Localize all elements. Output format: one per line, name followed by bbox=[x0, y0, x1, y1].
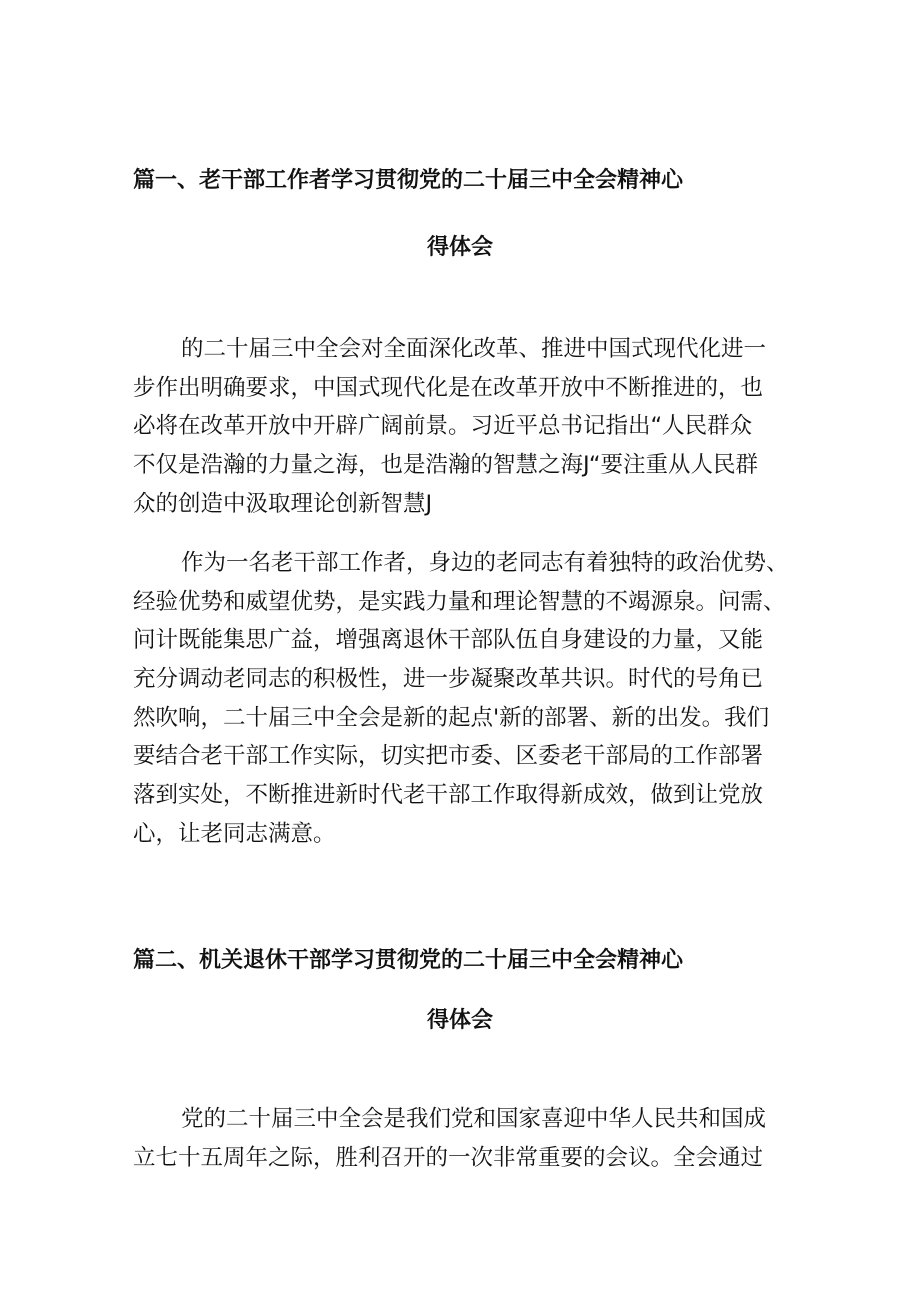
section1-paragraph2 bbox=[133, 544, 793, 854]
text-line: 落到实处，不断推进新时代老干部工作取得新成效，做到让党放 bbox=[133, 782, 764, 809]
text-line: 众的创造中汲取理论创新智慧J bbox=[133, 490, 433, 517]
text-line: 党的二十届三中全会是我们党和国家喜迎中华人民共和国成 bbox=[181, 1106, 767, 1132]
text-line: 问计既能集思广益，增强离退休干部队伍自身建设的力量，又能 bbox=[133, 627, 764, 654]
section1-heading: 篇一、老干部工作者学习贯彻党的二十届三中全会精神心 bbox=[133, 168, 684, 193]
text-line: 必将在改革开放中开辟广阔前景。习近平总书记指出“人民群众 bbox=[133, 413, 753, 440]
section2-heading: 篇二、机关退休干部学习贯彻党的二十届三中全会精神心 bbox=[133, 948, 684, 973]
text-line: 不仅是浩瀚的力量之海，也是浩瀚的智慧之海J“要注重从人民群 bbox=[133, 452, 758, 479]
text-line: 经验优势和威望优势，是实践力量和理论智慧的不竭源泉。问需、 bbox=[133, 588, 786, 615]
text-line: 立七十五周年之际，胜利召开的一次非常重要的会议。全会通过 bbox=[133, 1144, 764, 1171]
section2-heading-cont: 得体会 bbox=[426, 1008, 493, 1033]
text-line: 步作出明确要求，中国式现代化是在改革开放中不断推进的，也 bbox=[133, 374, 764, 401]
text-line: 的二十届三中全会对全面深化改革、推进中国式现代化进一 bbox=[181, 336, 767, 362]
text-line: 作为一名老干部工作者，身边的老同志有着独特的政治优势、 bbox=[181, 550, 789, 576]
text-line: 心，让老同志满意。 bbox=[133, 820, 336, 847]
text-line: 然吹响，二十届三中全会是新的起点'新的部署、新的出发。我们 bbox=[133, 704, 770, 731]
text-line: 充分调动老同志的积极性，进一步凝聚改革共识。时代的号角已 bbox=[133, 666, 764, 693]
text-line: 要结合老干部工作实际，切实把市委、区委老干部局的工作部署 bbox=[133, 743, 764, 770]
section2-paragraph1 bbox=[133, 1100, 793, 1177]
section1-paragraph1 bbox=[133, 330, 793, 523]
section1-heading-cont: 得体会 bbox=[426, 235, 493, 260]
